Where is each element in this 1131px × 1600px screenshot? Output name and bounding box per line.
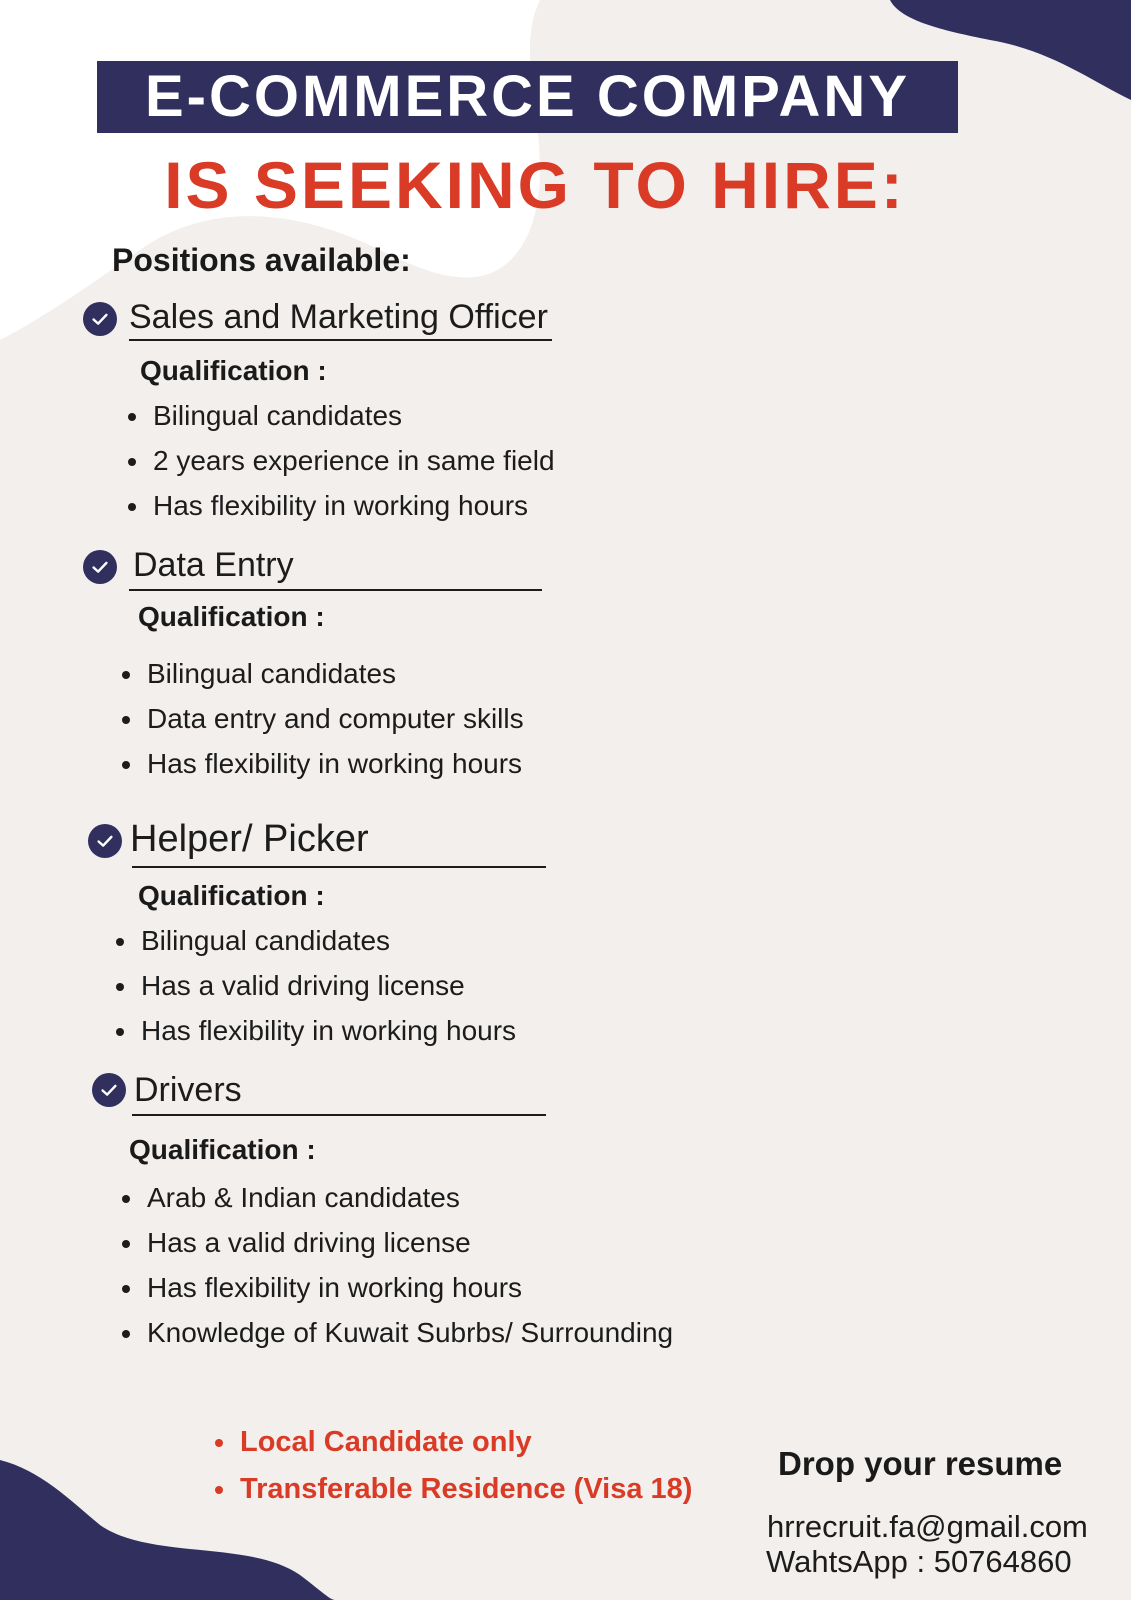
position-title-drivers: Drivers [134, 1071, 242, 1109]
qualification-label: Qualification : [140, 355, 327, 386]
list-item: Has flexibility in working hours [126, 483, 555, 528]
contact-email[interactable]: hrrecruit.fa@gmail.com [767, 1509, 1088, 1544]
title-underline [129, 589, 542, 591]
title-banner [97, 61, 958, 133]
list-item: Has a valid driving license [114, 963, 516, 1008]
qualification-list-drivers [120, 1175, 673, 1355]
qualification-list-sales [126, 393, 555, 528]
position-title-data-entry: Data Entry [133, 546, 294, 584]
check-circle-icon [83, 302, 117, 336]
list-item: Has a valid driving license [120, 1220, 673, 1265]
list-item: Bilingual candidates [114, 918, 516, 963]
list-item: Data entry and computer skills [120, 696, 524, 741]
position-title-helper-picker: Helper/ Picker [130, 818, 369, 860]
check-circle-icon [83, 550, 117, 584]
hiring-subtitle: IS SEEKING TO HIRE: [164, 148, 906, 222]
list-item: Has flexibility in working hours [114, 1008, 516, 1053]
requirement-notes [213, 1419, 692, 1513]
list-item: Has flexibility in working hours [120, 1265, 673, 1310]
list-item: Arab & Indian candidates [120, 1175, 673, 1220]
title-underline [129, 339, 552, 341]
qualification-list-data-entry [120, 651, 524, 786]
qualification-label: Qualification : [129, 1134, 316, 1165]
list-item: 2 years experience in same field [126, 438, 555, 483]
title-underline [132, 866, 546, 868]
check-circle-icon [88, 824, 122, 858]
qualification-label: Qualification : [138, 880, 325, 911]
list-item: Bilingual candidates [120, 651, 524, 696]
resume-heading: Drop your resume [778, 1445, 1063, 1482]
note-item: Transferable Residence (Visa 18) [213, 1466, 692, 1513]
contact-whatsapp[interactable]: WahtsApp : 50764860 [766, 1544, 1072, 1579]
note-item: Local Candidate only [213, 1419, 692, 1466]
qualification-label: Qualification : [138, 601, 325, 632]
list-item: Bilingual candidates [126, 393, 555, 438]
company-title: E-COMMERCE COMPANY [144, 64, 911, 129]
title-underline [132, 1114, 546, 1116]
positions-heading: Positions available: [112, 242, 411, 278]
check-circle-icon [92, 1073, 126, 1107]
list-item: Has flexibility in working hours [120, 741, 524, 786]
list-item: Knowledge of Kuwait Subrbs/ Surrounding [120, 1310, 673, 1355]
qualification-list-helper-picker [114, 918, 516, 1053]
position-title-sales: Sales and Marketing Officer [129, 298, 548, 336]
